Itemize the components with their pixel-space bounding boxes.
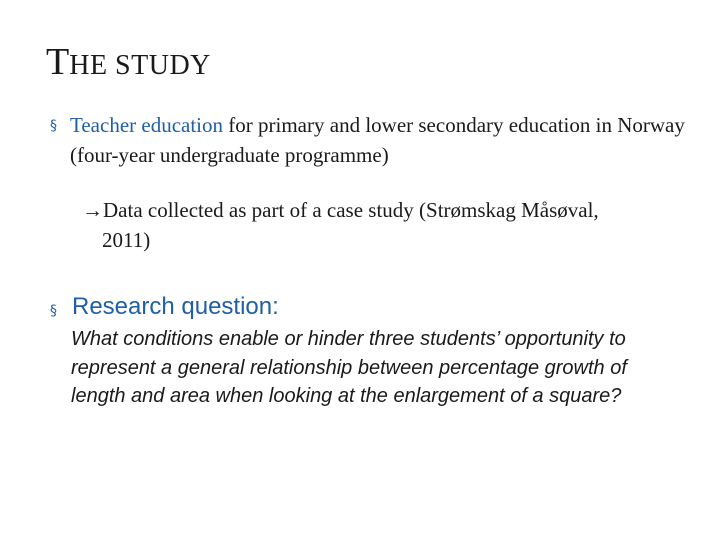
bullet-teacher-education (70, 110, 690, 170)
title-rest: HE STUDY (69, 50, 211, 81)
sub-point-line1: Data collected as part of a case study (Strømskag Måsøval, (103, 198, 599, 222)
sub-point-line2: 2011) (102, 228, 151, 252)
bullet-highlight: Teacher education (70, 113, 224, 137)
research-question-heading: Research question: (72, 293, 279, 320)
slide-title (46, 40, 211, 84)
sub-point-data-collected (82, 195, 682, 255)
bullet-icon: § (50, 303, 57, 319)
title-initial: T (46, 41, 70, 83)
arrow-right-icon: → (82, 198, 103, 222)
research-question-body: What conditions enable or hinder three students’ opportunity to represent a general relationship between percentage growth of length and area when looking at the enlargement of a square? (71, 328, 627, 407)
bullet-icon: § (50, 118, 57, 134)
bullet-text: for primary and lower secondary education in Norway (four-year undergraduate programme) (70, 113, 685, 167)
